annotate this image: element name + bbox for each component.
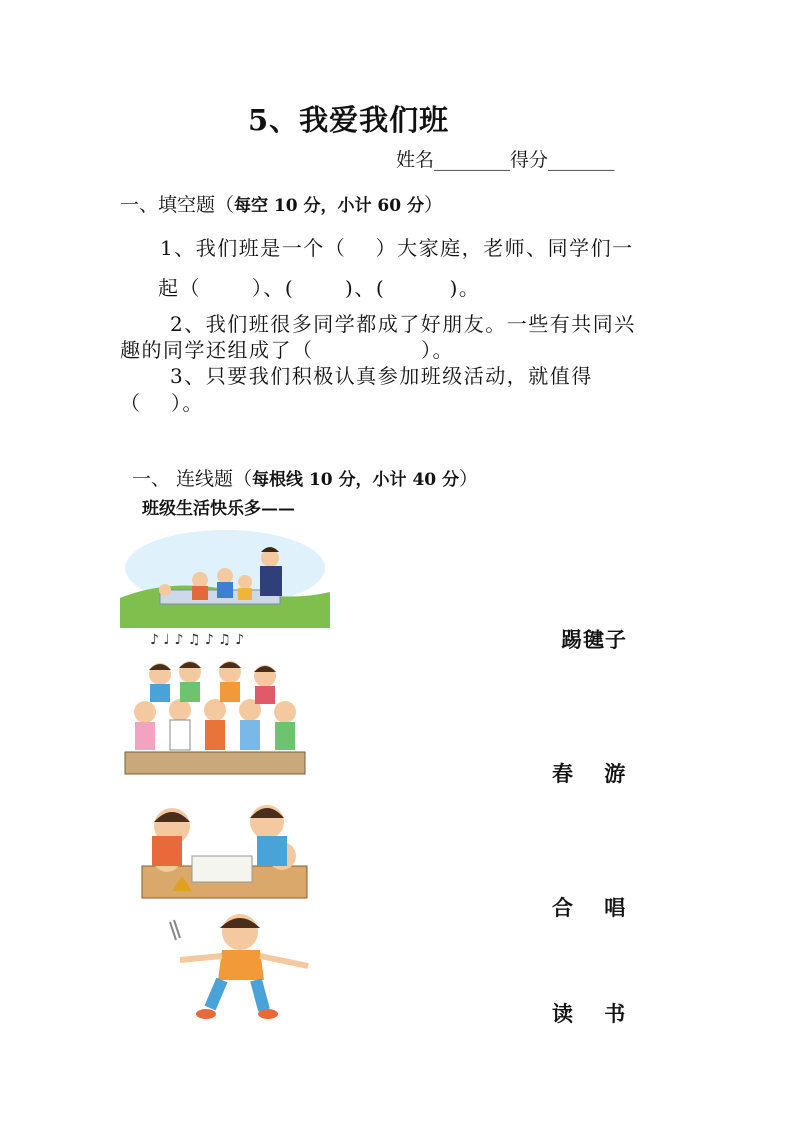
reading-image xyxy=(132,796,312,901)
option-chorus: 合 唱 xyxy=(552,895,627,920)
page-title: 5、我爱我们班 xyxy=(248,103,450,137)
name-score-line: 姓名________得分_______ xyxy=(396,149,615,171)
q2-line1: 2、我们班很多同学都成了好朋友。一些有共同兴 xyxy=(170,312,636,336)
q1-line2: 起（ ）、( )、( )。 xyxy=(158,276,481,300)
q2-line2: 趣的同学还组成了（ ）。 xyxy=(120,338,454,362)
choir-image xyxy=(120,624,310,779)
section1-heading: 一、填空题（每空 10 分，小计 60 分） xyxy=(120,194,444,216)
option-spring-outing: 春 游 xyxy=(552,761,627,786)
section2-subtitle: 班级生活快乐多—— xyxy=(142,499,295,519)
svg-text:♪ ♩ ♪ ♫ ♪ ♫ ♪: ♪ ♩ ♪ ♫ ♪ ♫ ♪ xyxy=(150,632,245,648)
shuttlecock-image xyxy=(160,910,315,1022)
q1-line1: 1、我们班是一个（ ）大家庭，老师、同学们一 xyxy=(160,236,634,260)
q3-line1: 3、只要我们积极认真参加班级活动，就值得 xyxy=(170,364,593,388)
q3-line2: （ ）。 xyxy=(120,391,204,415)
picnic-image xyxy=(120,528,330,628)
section2-heading: 一、 连线题（每根线 10 分，小计 40 分） xyxy=(132,468,479,490)
option-reading: 读 书 xyxy=(552,1001,627,1026)
option-shuttlecock: 踢毽子 xyxy=(561,627,627,652)
